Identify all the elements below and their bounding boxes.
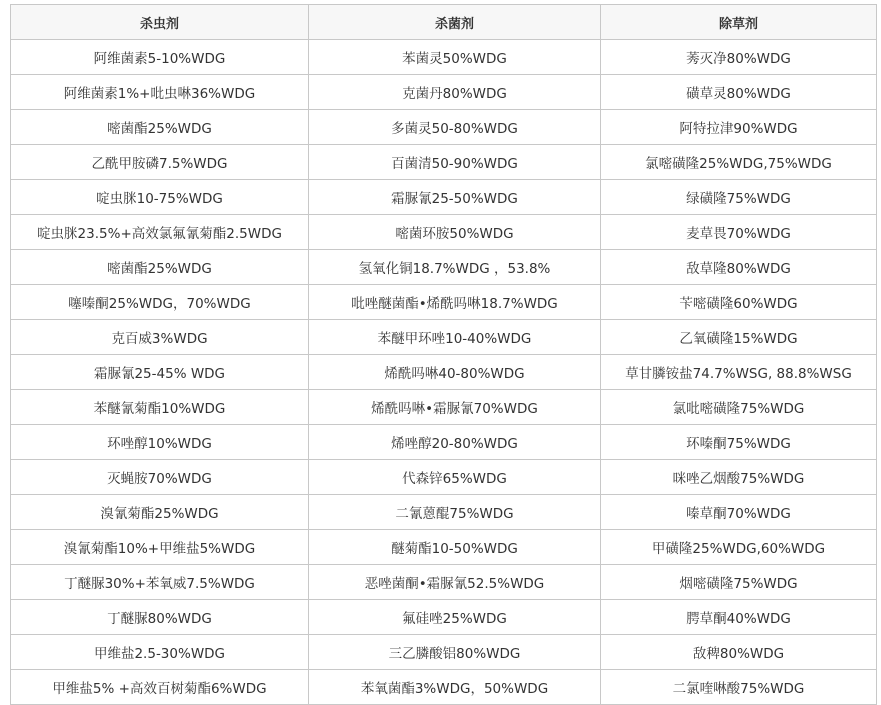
herbicide-cell: 敌草隆80%WDG [601,250,877,285]
herbicide-cell: 苄嘧磺隆60%WDG [601,285,877,320]
insecticide-cell: 乙酰甲胺磷7.5%WDG [11,145,309,180]
pesticide-table [10,4,877,705]
herbicide-cell: 绿磺隆75%WDG [601,180,877,215]
fungicide-cell: 烯酰吗啉•霜脲氰70%WDG [309,390,601,425]
header-herbicide: 除草剂 [601,5,877,40]
herbicide-cell: 嗪草酮70%WDG [601,495,877,530]
table-row [11,250,877,285]
insecticide-cell: 嘧菌酯25%WDG [11,250,309,285]
fungicide-cell: 百菌清50-90%WDG [309,145,601,180]
table-row [11,495,877,530]
herbicide-cell: 麦草畏70%WDG [601,215,877,250]
fungicide-cell: 代森锌65%WDG [309,460,601,495]
insecticide-cell: 环唑醇10%WDG [11,425,309,460]
insecticide-cell: 嘧菌酯25%WDG [11,110,309,145]
table-row [11,670,877,705]
fungicide-cell: 恶唑菌酮•霜脲氰52.5%WDG [309,565,601,600]
insecticide-cell: 霜脲氰25-45% WDG [11,355,309,390]
insecticide-cell: 溴氰菊酯10%+甲维盐5%WDG [11,530,309,565]
herbicide-cell: 甲磺隆25%WDG,60%WDG [601,530,877,565]
insecticide-cell: 阿维菌素1%+吡虫啉36%WDG [11,75,309,110]
table-row [11,75,877,110]
table-header [11,5,877,40]
table-row [11,460,877,495]
insecticide-cell: 丁醚脲30%+苯氧威7.5%WDG [11,565,309,600]
table-row [11,215,877,250]
table-row [11,110,877,145]
table-row [11,425,877,460]
herbicide-cell: 草甘膦铵盐74.7%WSG, 88.8%WSG [601,355,877,390]
insecticide-cell: 苯醚氰菊酯10%WDG [11,390,309,425]
herbicide-cell: 腭草酮40%WDG [601,600,877,635]
table-row [11,320,877,355]
fungicide-cell: 克菌丹80%WDG [309,75,601,110]
herbicide-cell: 烟嘧磺隆75%WDG [601,565,877,600]
fungicide-cell: 嘧菌环胺50%WDG [309,215,601,250]
fungicide-cell: 二氰蒽醌75%WDG [309,495,601,530]
table-row [11,285,877,320]
fungicide-cell: 烯酰吗啉40-80%WDG [309,355,601,390]
herbicide-cell: 乙氧磺隆15%WDG [601,320,877,355]
fungicide-cell: 苯醚甲环唑10-40%WDG [309,320,601,355]
herbicide-cell: 咪唑乙烟酸75%WDG [601,460,877,495]
fungicide-cell: 氢氧化铜18.7%WDG ，53.8% [309,250,601,285]
insecticide-cell: 灭蝇胺70%WDG [11,460,309,495]
fungicide-cell: 烯唑醇20-80%WDG [309,425,601,460]
table-row [11,600,877,635]
fungicide-cell: 氟硅唑25%WDG [309,600,601,635]
fungicide-cell: 苯菌灵50%WDG [309,40,601,75]
fungicide-cell: 多菌灵50-80%WDG [309,110,601,145]
table-body [11,40,877,705]
table-row [11,355,877,390]
insecticide-cell: 溴氰菊酯25%WDG [11,495,309,530]
table-row [11,145,877,180]
insecticide-cell: 丁醚脲80%WDG [11,600,309,635]
fungicide-cell: 苯氧菌酯3%WDG，50%WDG [309,670,601,705]
herbicide-cell: 敌稗80%WDG [601,635,877,670]
header-insecticide: 杀虫剂 [11,5,309,40]
table-row [11,390,877,425]
fungicide-cell: 霜脲氰25-50%WDG [309,180,601,215]
table-row [11,530,877,565]
insecticide-cell: 啶虫脒10-75%WDG [11,180,309,215]
header-fungicide: 杀菌剂 [309,5,601,40]
insecticide-cell: 克百威3%WDG [11,320,309,355]
header-row [11,5,877,40]
herbicide-cell: 环嗪酮75%WDG [601,425,877,460]
table-row [11,180,877,215]
insecticide-cell: 啶虫脒23.5%+高效氯氟氰菊酯2.5WDG [11,215,309,250]
herbicide-cell: 莠灭净80%WDG [601,40,877,75]
table-row [11,635,877,670]
pesticide-table-container [10,4,876,705]
fungicide-cell: 醚菊酯10-50%WDG [309,530,601,565]
herbicide-cell: 阿特拉津90%WDG [601,110,877,145]
insecticide-cell: 甲维盐2.5-30%WDG [11,635,309,670]
herbicide-cell: 氯吡嘧磺隆75%WDG [601,390,877,425]
fungicide-cell: 吡唑醚菌酯•烯酰吗啉18.7%WDG [309,285,601,320]
insecticide-cell: 甲维盐5% +高效百树菊酯6%WDG [11,670,309,705]
herbicide-cell: 氯嘧磺隆25%WDG,75%WDG [601,145,877,180]
insecticide-cell: 阿维菌素5-10%WDG [11,40,309,75]
herbicide-cell: 二氯喹啉酸75%WDG [601,670,877,705]
fungicide-cell: 三乙膦酸铝80%WDG [309,635,601,670]
table-row [11,565,877,600]
insecticide-cell: 噻嗪酮25%WDG，70%WDG [11,285,309,320]
table-row [11,40,877,75]
herbicide-cell: 磺草灵80%WDG [601,75,877,110]
